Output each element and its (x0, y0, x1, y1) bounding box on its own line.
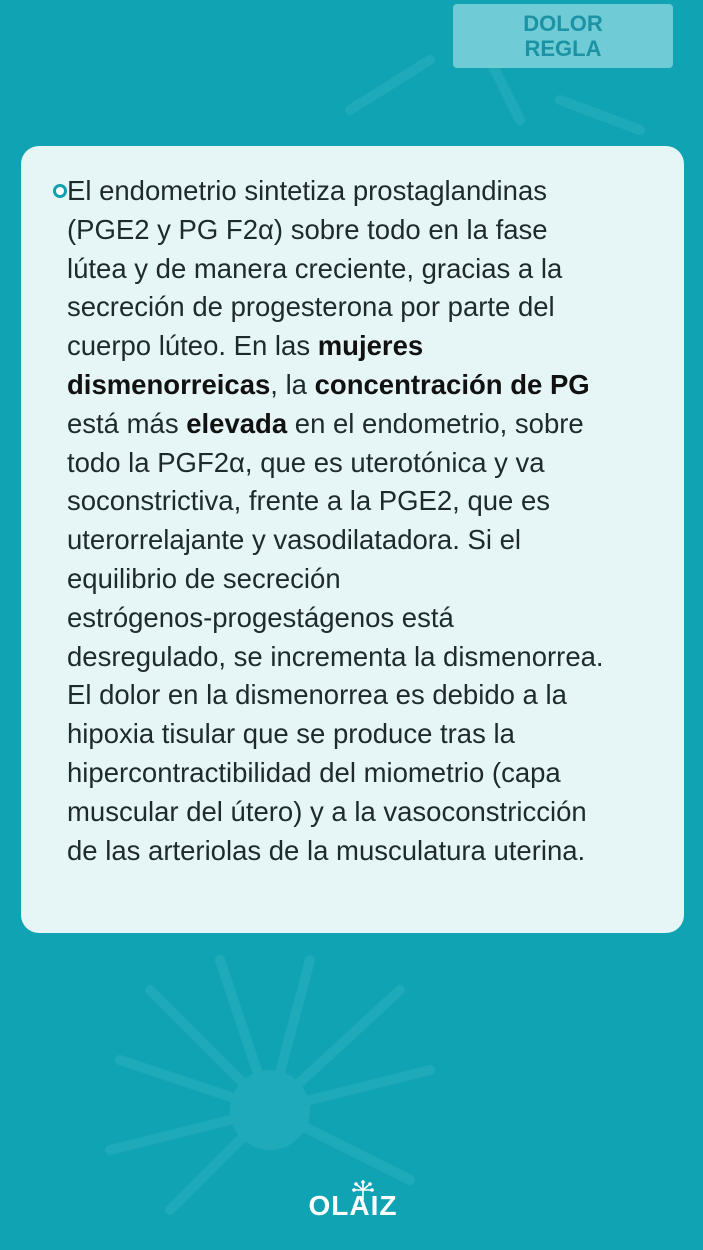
text-line: El endometrio sintetiza prostaglandinas (67, 175, 548, 206)
bold-mujeres: mujeres (317, 330, 424, 362)
info-card (21, 146, 684, 933)
bold-elevada: elevada (186, 407, 288, 439)
text-line: desregulado, se incrementa la dismenorrea. (67, 640, 604, 672)
text-line: lútea y de manera creciente, gracias a la (67, 252, 563, 284)
text-line: El dolor en la dismenorrea es debido a la (67, 679, 567, 711)
text-line: dismenorreicas, la concentración de PG (67, 368, 590, 400)
text-line: soconstrictiva, frente a la PGE2, que es (67, 485, 551, 517)
text-line: uterorrelajante y vasodilatadora. Si el (67, 524, 522, 556)
tag-line-2: REGLA (524, 36, 602, 61)
category-tag (453, 4, 673, 68)
text-line: de las arteriolas de la musculatura uterina. (67, 834, 586, 866)
text-line: (PGE2 y PG F2α) sobre todo en la fase (67, 213, 548, 245)
bold-dismenorreicas: dismenorreicas (67, 368, 271, 400)
text-line: todo la PGF2α, que es uterotónica y va (67, 446, 545, 478)
text-line: hipoxia tisular que se produce tras la (67, 718, 515, 750)
text-line: muscular del útero) y a la vasoconstricción (67, 795, 587, 827)
text-line: está más elevada en el endometrio, sobre (67, 407, 584, 439)
text-line: secreción de progesterona por parte del (67, 291, 555, 323)
text-line: estrógenos-progestágenos está (67, 601, 454, 633)
info-paragraph (67, 172, 692, 870)
olaiz-logo (305, 1180, 401, 1236)
text-line: hipercontractibilidad del miometrio (capa (67, 756, 561, 788)
text-line: cuerpo lúteo. En las mujeres (67, 330, 424, 362)
bullet-icon (53, 184, 67, 198)
tag-line-1: DOLOR (523, 11, 603, 36)
bold-concentracion: concentración de PG (314, 368, 590, 400)
logo-text: OLAIZ (308, 1190, 398, 1221)
text-line: equilibrio de secreción (67, 562, 341, 594)
